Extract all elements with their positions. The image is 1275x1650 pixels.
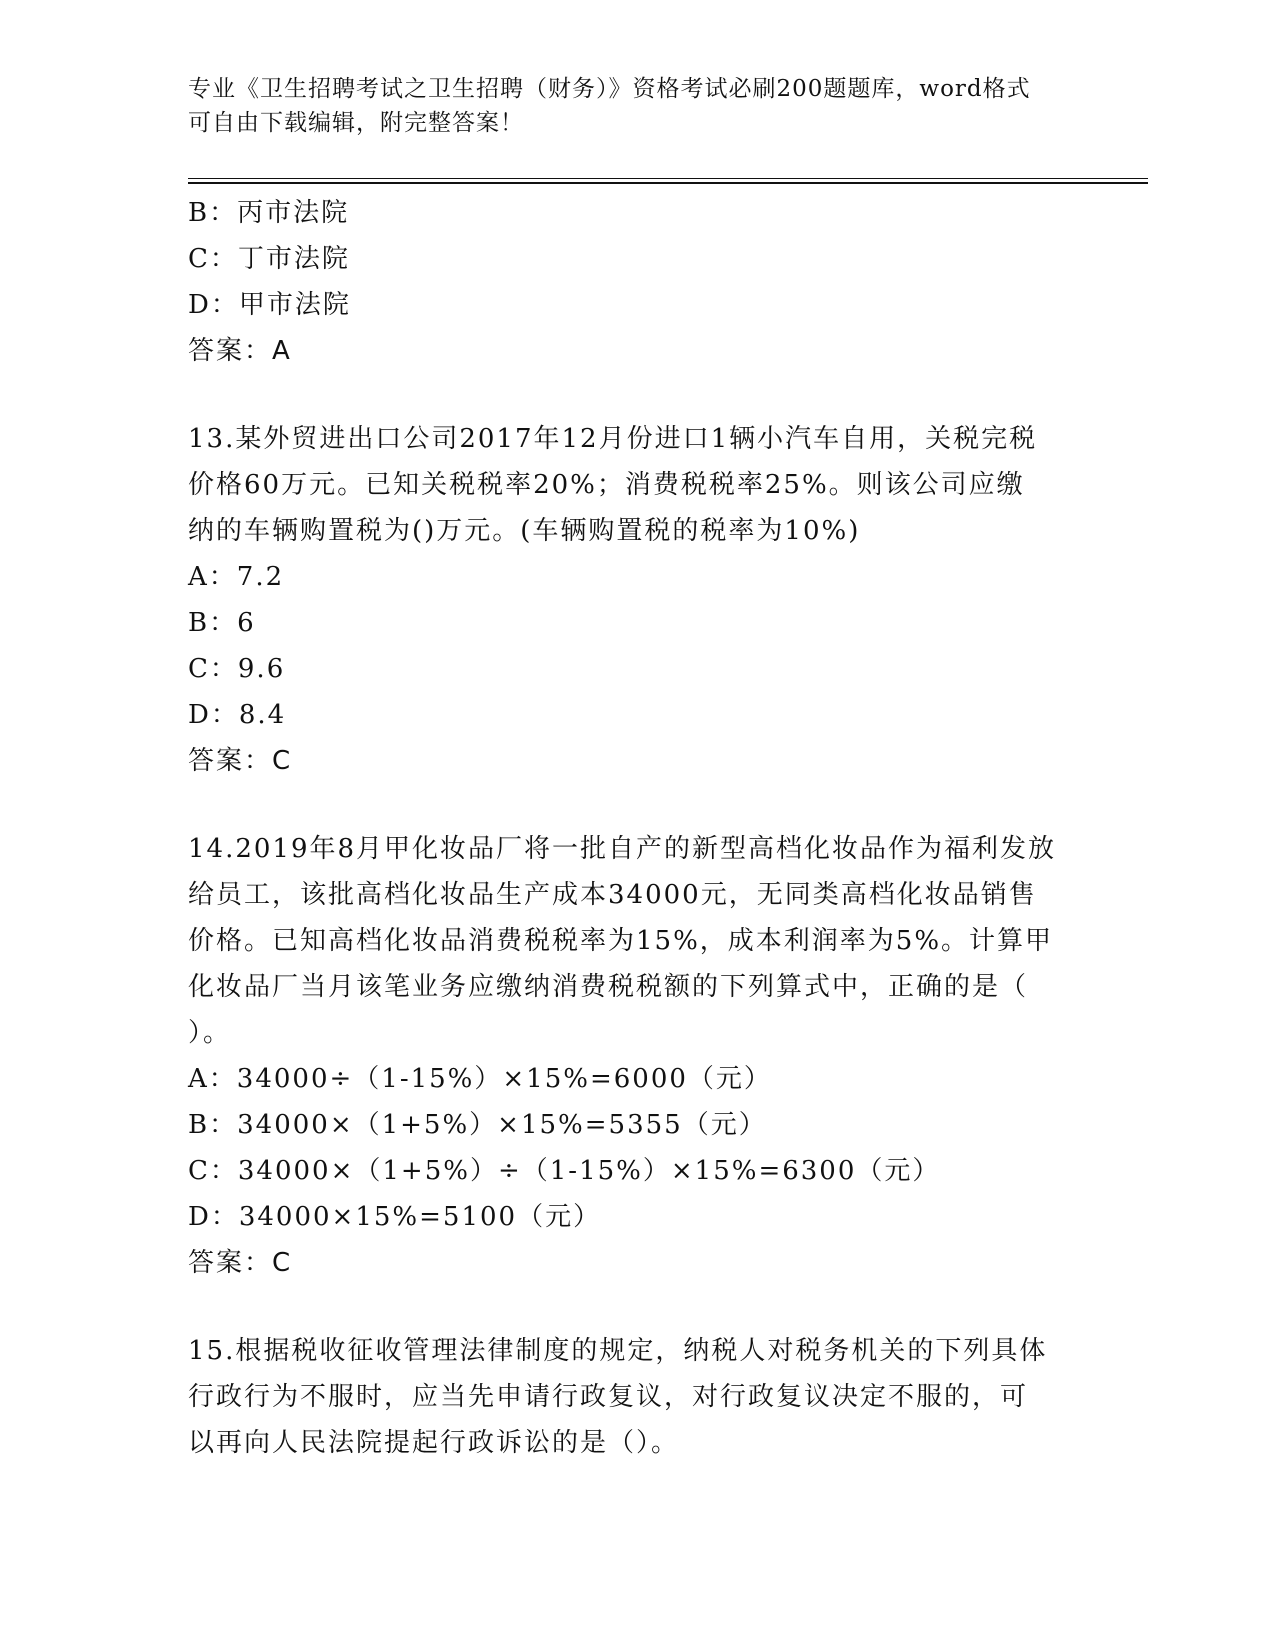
question-12-block (188, 190, 1088, 374)
spacer (188, 1286, 1088, 1328)
question-text-line: 14.2019年8月甲化妆品厂将一批自产的新型高档化妆品作为福利发放 (188, 834, 1057, 864)
answer-line: 答案：A (188, 336, 292, 366)
question-text-line: 价格60万元。已知关税税率20%；消费税税率25%。则该公司应缴 (188, 470, 1025, 500)
spacer (188, 784, 1088, 826)
question-text-line: 纳的车辆购置税为()万元。(车辆购置税的税率为10%) (188, 516, 861, 546)
option-c: C：34000×（1+5%）÷（1-15%）×15%=6300（元） (188, 1156, 941, 1186)
option-d: D：8.4 (188, 700, 287, 730)
header-line-2: 可自由下载编辑，附完整答案！ (188, 110, 524, 136)
question-text-line: ）。 (188, 1018, 232, 1048)
question-15-block (188, 1328, 1088, 1466)
option-b: B：丙市法院 (188, 198, 350, 228)
option-a: A：7.2 (188, 562, 285, 592)
question-content (188, 190, 1088, 1466)
spacer (188, 374, 1088, 416)
option-d: D：34000×15%=5100（元） (188, 1202, 602, 1232)
question-text-line: 行政行为不服时，应当先申请行政复议，对行政复议决定不服的，可 (188, 1382, 1029, 1412)
question-text-line: 化妆品厂当月该笔业务应缴纳消费税税额的下列算式中，正确的是（ (188, 972, 1029, 1002)
header-divider-bottom (188, 182, 1148, 184)
question-text-line: 13.某外贸进出口公司2017年12月份进口1辆小汽车自用，关税完税 (188, 424, 1038, 454)
document-header (188, 72, 1088, 140)
option-b: B：6 (188, 608, 256, 638)
question-text-line: 价格。已知高档化妆品消费税税率为15%，成本利润率为5%。计算甲 (188, 926, 1054, 956)
option-c: C：丁市法院 (188, 244, 350, 274)
question-14-block (188, 826, 1088, 1286)
option-a: A：34000÷（1-15%）×15%=6000（元） (188, 1064, 772, 1094)
option-b: B：34000×（1+5%）×15%=5355（元） (188, 1110, 767, 1140)
option-c: C：9.6 (188, 654, 286, 684)
question-13-block (188, 416, 1088, 784)
answer-line: 答案：C (188, 1248, 293, 1278)
header-divider-top (188, 178, 1148, 179)
question-text-line: 给员工，该批高档化妆品生产成本34000元，无同类高档化妆品销售 (188, 880, 1037, 910)
question-text-line: 15.根据税收征收管理法律制度的规定，纳税人对税务机关的下列具体 (188, 1336, 1048, 1366)
option-d: D：甲市法院 (188, 290, 351, 320)
answer-line: 答案：C (188, 746, 293, 776)
question-text-line: 以再向人民法院提起行政诉讼的是（）。 (188, 1428, 680, 1458)
header-line-1: 专业《卫生招聘考试之卫生招聘（财务）》资格考试必刷200题题库，word格式 (188, 76, 1031, 102)
